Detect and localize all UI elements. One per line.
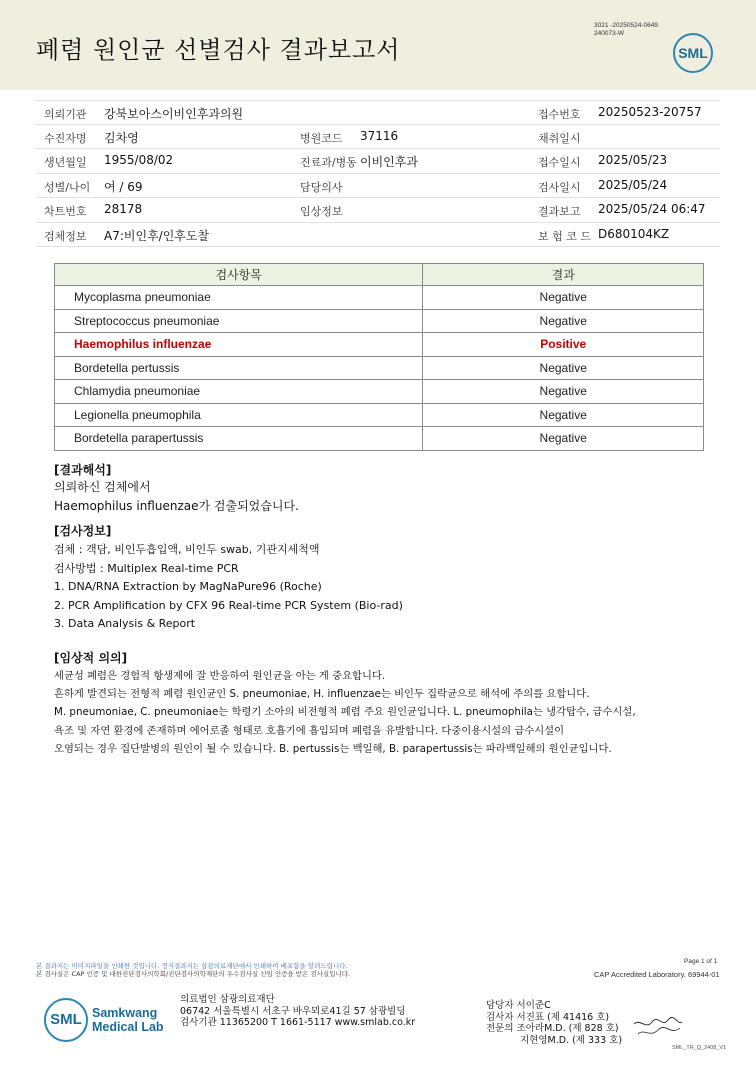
info-label: 담당의사 xyxy=(300,180,343,194)
info-row xyxy=(36,149,720,174)
info-label: 생년월일 xyxy=(44,156,87,169)
address-line: 06742 서울특별시 서초구 바우뫼로41길 57 삼광빌딩 xyxy=(180,1005,406,1017)
test-result: Negative xyxy=(423,309,704,333)
clinical-line: 욕조 및 자연 환경에 존재하며 에어로졸 형태로 호흡기에 흡입되며 폐렴을 유발합니다. 다중이용시설의 급수시설이 xyxy=(54,724,565,737)
info-value: 28178 xyxy=(104,202,143,216)
table-row xyxy=(55,427,704,451)
info-row xyxy=(36,100,720,125)
info-value: 강북보아스이비인후과의원 xyxy=(104,107,244,121)
footer-staff xyxy=(486,1000,622,1046)
test-item-name: Bordetella pertussis xyxy=(55,356,423,380)
test-info-title: [검사정보] xyxy=(54,524,112,538)
report-title: 폐렴 원인균 선별검사 결과보고서 xyxy=(36,36,401,64)
signature-scribble xyxy=(632,1014,684,1042)
test-info-line: 2. PCR Amplification by CFX 96 Real-time PCR System (Bio-rad) xyxy=(54,598,403,612)
info-label: 임상정보 xyxy=(300,205,343,218)
sml-logo-text: SML xyxy=(678,45,708,61)
info-label: 접수번호 xyxy=(538,108,581,121)
info-value: A7:비인후/인후도찰 xyxy=(104,228,210,243)
test-result: Negative xyxy=(423,380,704,404)
staff-line: 검사자 서진표 (제 41416 호) xyxy=(486,1011,610,1023)
info-label: 수진자명 xyxy=(44,131,87,145)
interpretation-section xyxy=(54,461,299,515)
test-item-name: Haemophilus influenzae xyxy=(55,333,423,357)
notice-printed-copy: 본 결과지는 이미지파일을 인쇄한 것입니다. 정식결과지는 삼광의료재단에서 인쇄하여 배포함을 알려드립니다. xyxy=(36,962,348,970)
info-value: D680104KZ xyxy=(598,226,670,241)
info-value: 김차영 xyxy=(104,130,139,145)
results-header-row xyxy=(55,264,704,286)
form-code: SML_TR_Q_2408_V1 xyxy=(672,1045,727,1051)
test-item-name: Bordetella parapertussis xyxy=(55,427,423,451)
info-label: 검사일시 xyxy=(538,180,581,194)
info-value: 이비인후과 xyxy=(360,155,418,169)
results-table xyxy=(54,263,704,451)
table-row xyxy=(55,309,704,333)
info-value: 여 / 69 xyxy=(104,179,143,194)
clinical-significance-section xyxy=(54,649,636,758)
info-label: 결과보고 xyxy=(538,205,581,218)
interpretation-line: Haemophilus influenzae가 검출되었습니다. xyxy=(54,498,299,513)
patient-info-grid xyxy=(36,100,720,247)
footer-sml-logo-text: SML xyxy=(50,1011,82,1028)
org-name-line: Medical Lab xyxy=(92,1020,164,1034)
test-item-name: Legionella pneumophila xyxy=(55,403,423,427)
test-result-positive: Positive xyxy=(423,333,704,357)
doc-code-line: 3021 -20250524-0649 xyxy=(594,22,658,29)
info-label: 보 험 코 드 xyxy=(538,229,591,243)
test-info-line: 검체 : 객담, 비인두흡입액, 비인두 swab, 기관지세척액 xyxy=(54,543,320,556)
test-item-name: Mycoplasma pneumoniae xyxy=(55,286,423,310)
clinical-line: M. pneumoniae, C. pneumoniae는 학령기 소아의 비전형적 폐렴 주요 원인균입니다. L. pneumophila는 냉각탑수, 급수시설, xyxy=(54,706,636,719)
staff-line: 지현영M.D. (제 333 호) xyxy=(520,1034,623,1046)
column-header-result: 결과 xyxy=(423,264,704,286)
test-result: Negative xyxy=(423,427,704,451)
cap-accreditation: CAP Accredited Laboratory. 69944-01 xyxy=(594,970,720,979)
info-label: 채취일시 xyxy=(538,131,581,145)
test-info-line: 1. DNA/RNA Extraction by MagNaPure96 (Roche) xyxy=(54,580,322,593)
page-number: Page 1 of 1 xyxy=(684,958,718,965)
info-label: 차트번호 xyxy=(44,205,87,218)
info-row xyxy=(36,223,720,248)
info-label: 접수일시 xyxy=(538,156,581,169)
info-label: 병원코드 xyxy=(300,131,343,145)
info-row xyxy=(36,125,720,150)
test-info-line: 3. Data Analysis & Report xyxy=(54,617,196,630)
clinical-line: 흔하게 발견되는 전형적 폐렴 원인균인 S. pneumoniae, H. influenzae는 비인두 집락균으로 해석에 주의를 요합니다. xyxy=(54,688,590,701)
clinical-title: [임상적 의의] xyxy=(54,651,128,665)
notice-accreditation: 본 검사실은 CAP 인증 및 대한진단검사의학회/진단검사의학재단의 우수검사실 신임 인증을 받은 검사실입니다. xyxy=(36,970,351,978)
table-row xyxy=(55,356,704,380)
column-header-test-item: 검사항목 xyxy=(55,264,423,286)
interpretation-line: 의뢰하신 검체에서 xyxy=(54,480,151,494)
info-value: 2025/05/24 xyxy=(598,177,668,192)
info-value: 2025/05/23 xyxy=(598,153,668,167)
address-line: 검사기관 11365200 T 1661-5117 www.smlab.co.kr xyxy=(180,1017,416,1028)
table-row xyxy=(55,286,704,310)
doc-code-line: 240073-W xyxy=(594,30,624,37)
staff-line: 전문의 조아라M.D. (제 828 호) xyxy=(486,1023,619,1034)
test-result: Negative xyxy=(423,286,704,310)
address-line: 의료법인 삼광의료재단 xyxy=(180,994,275,1005)
test-info-line: 검사방법 : Multiplex Real-time PCR xyxy=(54,561,239,575)
info-label: 검체정보 xyxy=(44,229,87,243)
info-label: 성별/나이 xyxy=(44,180,91,194)
org-name-line: Samkwang xyxy=(92,1006,158,1020)
footer-org-name xyxy=(92,1006,164,1034)
test-result: Negative xyxy=(423,356,704,380)
info-row xyxy=(36,198,720,223)
document-codes xyxy=(594,22,658,38)
clinical-line: 세균성 폐렴은 경험적 항생제에 잘 반응하여 원인균을 아는 게 중요합니다. xyxy=(54,670,386,682)
footer-sml-logo xyxy=(44,998,88,1042)
table-row-positive xyxy=(55,333,704,357)
staff-line: 담당자 서이준C xyxy=(486,1000,551,1011)
info-value: 37116 xyxy=(360,128,399,143)
table-row xyxy=(55,403,704,427)
clinical-line: 오염되는 경우 집단발병의 원인이 될 수 있습니다. B. pertussis는 백일해, B. parapertussis는 파라백일해의 원인균입니다. xyxy=(54,742,612,755)
sml-logo xyxy=(673,33,713,73)
footer-address xyxy=(180,994,415,1029)
table-row xyxy=(55,380,704,404)
info-value: 2025/05/24 06:47 xyxy=(598,202,706,216)
interpretation-title: [결과해석] xyxy=(54,463,112,477)
info-label: 의뢰기관 xyxy=(44,108,87,121)
info-value: 1955/08/02 xyxy=(104,153,174,167)
test-item-name: Streptococcus pneumoniae xyxy=(55,309,423,333)
test-info-section xyxy=(54,522,403,634)
footer-notice xyxy=(36,962,350,978)
info-label: 진료과/병동 xyxy=(300,156,357,169)
info-row xyxy=(36,174,720,199)
test-result: Negative xyxy=(423,403,704,427)
info-value: 20250523-20757 xyxy=(598,105,702,119)
test-item-name: Chlamydia pneumoniae xyxy=(55,380,423,404)
